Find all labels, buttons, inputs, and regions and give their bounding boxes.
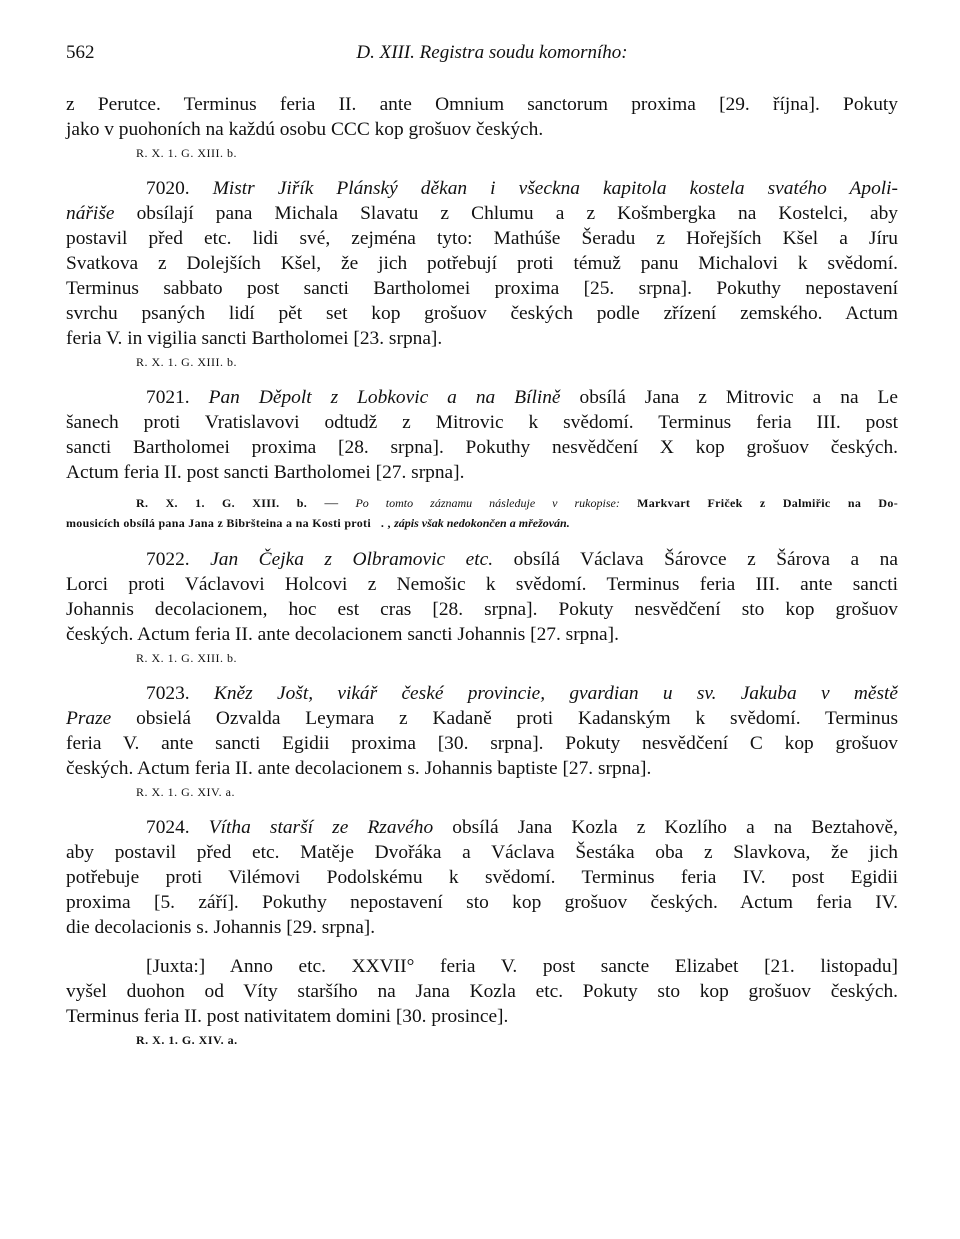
entry-title-cont: Praze [66, 708, 112, 729]
entry-title-cont: nářiše [66, 203, 115, 224]
entry-juxta [66, 954, 898, 1049]
source-reference: R. X. 1. G. XIV. a. [136, 785, 235, 799]
text-line: Terminus sabbato post sancti Bartholomei proxima [25. srpna]. Pokuthy nepostavení [66, 278, 898, 299]
text-line: českých. Actum feria II. ante decolacionem s. Johannis baptiste [27. srpna]. [66, 758, 652, 779]
text-line: potřebuje proti Vilémovi Podolskému k svědomí. Terminus feria IV. post Egidii [66, 867, 898, 888]
text-line: z Perutce. Terminus feria II. ante Omnium sanctorum proxima [29. října]. Pokuty [66, 94, 898, 115]
text-line: feria V. in vigilia sancti Bartholomei [23. srpna]. [66, 328, 443, 349]
entry-number: 7020. [146, 178, 190, 199]
text-line: Actum feria II. post sancti Bartholomei [27. srpna]. [66, 462, 465, 483]
entry-number: 7024. [146, 817, 190, 838]
text-line: vyšel duohon od Víty staršího na Jana Kozla etc. Pokuty sto kop grošuov českých. [66, 981, 898, 1002]
text-line: Terminus feria II. post nativitatem domini [30. prosince]. [66, 1006, 509, 1027]
text-line: aby postavil před etc. Matěje Dvořáka a Václava Šestáka oba z Slavkova, že jich [66, 842, 898, 863]
text-line: obsílá Jana z Mitrovic a na Le [560, 387, 898, 408]
entry-title: Jan Čejka z Olbramovic etc. [210, 549, 494, 570]
text-line: feria V. ante sancti Egidii proxima [30. srpna]. Pokuty nesvědčení C kop grošuov [66, 733, 898, 754]
text-line: šanech proti Vratislavovi odtudž z Mitrovic k svědomí. Terminus feria III. post [66, 412, 898, 433]
text-line: svrchu psaných lidí pět set kop grošuov českých podle zřízení zemského. Actum [66, 303, 898, 324]
text-line: proxima [5. září]. Pokuthy nepostavení sto kop grošuov českých. Actum feria IV. [66, 892, 898, 913]
text-line: Johannis decolacionem, hoc est cras [28. srpna]. Pokuty nesvědčení sto kop grošuov [66, 599, 898, 620]
entry-number: 7021. [146, 387, 190, 408]
text-line: [Juxta:] Anno etc. XXVII° feria V. post sancte Elizabet [21. listopadu] [146, 956, 898, 977]
entry-7023 [66, 681, 898, 801]
entry-title: Vítha starší ze Rzavého [208, 817, 434, 838]
document-page [66, 36, 898, 1049]
entry-7021 [66, 385, 898, 533]
running-title: D. XIII. Registra soudu komorního: [356, 42, 628, 63]
footnote: R. X. 1. G. XIII. b. — Po tomto záznamu následuje v rukopise: Markvart Friček z Dalmiřic na Do- mousicích obsílá pana Jana z Bibršteina a na Kosti proti . , zápis však nedokončen a mřežován. [66, 495, 898, 530]
entry-number: 7023. [146, 683, 190, 704]
page-header [66, 36, 898, 66]
text-line: obsílají pana Michala Slavatu z Chlumu a z Košmbergka na Kostelci, aby [114, 203, 898, 224]
text-line: postavil před etc. lidi své, zejména tyto: Mathúše Šeradu z Hořejších Kšel a Jíru [66, 228, 898, 249]
text-line: Lorci proti Václavovi Holcovi z Nemošic k svědomí. Terminus feria III. ante sancti [66, 574, 898, 595]
entry-title: Pan Děpolt z Lobkovic a na Bílině [208, 387, 561, 408]
entry-title: Kněz Jošt, vikář české provincie, gvardian u sv. Jakuba v městě [213, 683, 898, 704]
entry-title: Mistr Jiřík Plánský děkan i všeckna kapitola kostela svatého Apoli- [212, 178, 898, 199]
text-line: obsílá Jana Kozla z Kozlího a na Beztahově, [433, 817, 898, 838]
page-number: 562 [66, 42, 95, 63]
entry-7024 [66, 815, 898, 940]
source-reference: R. X. 1. G. XIII. b. [136, 651, 237, 665]
text-line: českých. Actum feria II. ante decolacionem sancti Johannis [27. srpna]. [66, 624, 619, 645]
text-line: jako v puohoních na každú osobu CCC kop grošuov českých. [66, 119, 544, 140]
source-reference: R. X. 1. G. XIV. a. [136, 1033, 238, 1047]
entry-number: 7022. [146, 549, 190, 570]
text-line: obsílá Václava Šárovce z Šárova a na [493, 549, 898, 570]
source-reference: R. X. 1. G. XIII. b. [136, 355, 237, 369]
source-reference: R. X. 1. G. XIII. b. [136, 146, 237, 160]
entry-7020 [66, 176, 898, 371]
text-line: Svatkova z Dolejších Kšel, že jich potřebují proti témuž panu Michalovi k svědomí. [66, 253, 898, 274]
text-line: die decolacionis s. Johannis [29. srpna]. [66, 917, 376, 938]
entry-7022 [66, 547, 898, 667]
source-reference: R. X. 1. G. XIII. b. [136, 496, 308, 510]
intro-paragraph [66, 92, 898, 162]
text-line: obsielá Ozvalda Leymara z Kadaně proti Kadanským k svědomí. Terminus [111, 708, 898, 729]
text-line: sancti Bartholomei proxima [28. srpna]. Pokuthy nesvědčení X kop grošuov českých. [66, 437, 898, 458]
